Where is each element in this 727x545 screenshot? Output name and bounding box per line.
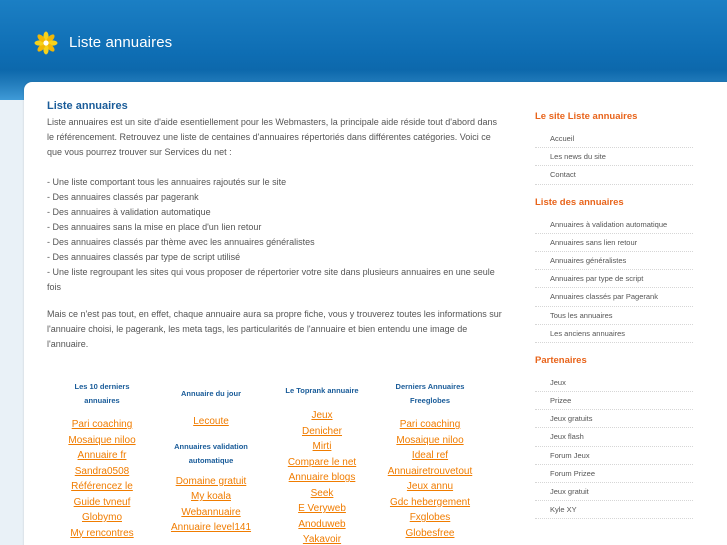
sidebar-item[interactable]: Jeux [535,374,693,392]
sidebar-section-annuaires [535,197,693,343]
sidebar-item-news[interactable]: Les news du site [535,148,693,166]
sidebar-section-title: Le site Liste annuaires [535,111,638,122]
column-title: Les 10 derniers annuaires [74,382,130,405]
directory-link[interactable]: Globesfree [405,527,455,539]
column-subtitle: Annuaires validation automatique [174,441,248,465]
directory-link[interactable]: Guide tvneuf [73,496,131,508]
directory-link[interactable]: Ideal ref [411,450,449,461]
column-freeglobes [380,380,480,541]
sidebar-item[interactable]: Jeux gratuits [535,410,693,428]
directory-link[interactable]: Mirti [312,441,332,452]
sidebar-item[interactable]: Annuaires généralistes [535,252,693,270]
sidebar-item[interactable]: Annuaires sans lien retour [535,234,693,252]
sidebar-item[interactable]: Annuaires à validation automatique [535,216,693,234]
sidebar-item[interactable]: Jeux gratuit [535,483,693,501]
directory-link[interactable]: My rencontres [70,527,134,539]
column-toprank [272,384,372,545]
directory-link[interactable]: Jeux [311,410,333,421]
sidebar-item[interactable]: Annuaires par type de script [535,270,693,288]
feature-list [47,175,502,295]
directory-link[interactable]: Globymo [81,512,122,523]
outro-text: Mais ce n'est pas tout, en effet, chaque annuaire aura sa propre fiche, vous y trouverez toutes les informations sur l'annuaire choisi, le pagerank, les meta tags, les particularités de l'annuaire et bien entendu une image de l'annuaire. [47,309,502,349]
feature-item: - Une liste comportant tous les annuaires rajoutés sur le site [47,177,287,187]
feature-item: - Des annuaires sans la mise en place d'un lien retour [47,222,262,232]
feature-item: - Des annuaires classés par thème avec les annuaires généralistes [47,237,315,247]
directory-link[interactable]: Sandra0508 [74,465,130,477]
page-heading: Liste annuaires [47,100,128,112]
sidebar-item[interactable]: Prizee [535,392,693,410]
sidebar-section-partners [535,355,693,520]
directory-link[interactable]: Anoduweb [298,518,346,530]
directory-link[interactable]: Annuaire level141 [170,522,252,533]
directory-link[interactable]: Lecoute [193,416,229,427]
directory-link[interactable]: Pari coaching [71,419,133,430]
sidebar-item[interactable]: Kyle XY [535,501,693,519]
feature-item: - Des annuaires à validation automatique [47,207,211,217]
sidebar-section-title: Liste des annuaires [535,196,624,208]
directory-link[interactable]: Pari coaching [399,419,461,430]
directory-link[interactable]: Mosaique niloo [396,434,464,446]
directory-link[interactable]: Gdc hebergement [389,496,471,508]
site-title[interactable]: Liste annuaires [69,34,173,51]
directory-link[interactable]: Webannuaire [181,506,241,518]
main-content [47,100,502,352]
directory-link[interactable]: Seek [310,487,334,499]
sidebar-item[interactable]: Les anciens annuaires [535,325,693,343]
directory-link[interactable]: Jeux annu [406,481,454,492]
column-daily [161,387,261,536]
directory-link[interactable]: Mosaique niloo [68,434,136,446]
column-title: Le Toprank annuaire [285,386,359,395]
directory-link[interactable]: Fxglobes [409,512,451,523]
sidebar-item-accueil[interactable]: Accueil [535,130,693,148]
directory-link[interactable]: E Veryweb [298,503,346,514]
sidebar-item[interactable]: Forum Prizee [535,465,693,483]
directory-link[interactable]: Domaine gratuit [175,475,247,487]
column-title: Derniers Annuaires Freeglobes [395,382,465,405]
sidebar-item[interactable]: Tous les annuaires [535,307,693,325]
directory-link[interactable]: Denicher [301,425,343,437]
feature-item: - Des annuaires classés par type de script utilisé [47,252,241,262]
column-latest [62,380,142,541]
sidebar [535,111,693,531]
sidebar-item[interactable]: Jeux flash [535,428,693,446]
sidebar-section-site [535,111,693,185]
flower-icon[interactable] [34,31,58,55]
sidebar-item[interactable]: Forum Jeux [535,447,693,465]
feature-item: - Des annuaires classés par pagerank [47,192,199,202]
directory-link[interactable]: Référencez le [71,481,133,492]
directory-link[interactable]: Annuairetrouvetout [387,465,473,477]
directory-link[interactable]: Annuaire fr [77,450,127,461]
intro-text: Liste annuaires est un site d'aide esentiellement pour les Webmasters, la principale aide réside tout d'abord dans le référencement. Retrouvez une liste de centaines d'annuaires répertoriés dans différentes catégories. Voici ce que vous pourrez trouver sur Services du net : [47,117,498,157]
directory-link[interactable]: My koala [190,491,231,502]
sidebar-item-contact[interactable]: Contact [535,166,693,184]
directory-link[interactable]: Annuaire blogs [288,472,356,483]
feature-item: - Une liste regroupant les sites qui vous proposer de répertorier votre site dans plusieurs annuaires en une seule fois [47,267,495,292]
sidebar-item[interactable]: Annuaires classés par Pagerank [535,288,693,306]
directory-link[interactable]: Yakavoir [302,534,342,545]
sidebar-section-title: Partenaires [535,354,587,366]
directory-link[interactable]: Compare le net [287,456,357,468]
column-title: Annuaire du jour [181,389,241,398]
